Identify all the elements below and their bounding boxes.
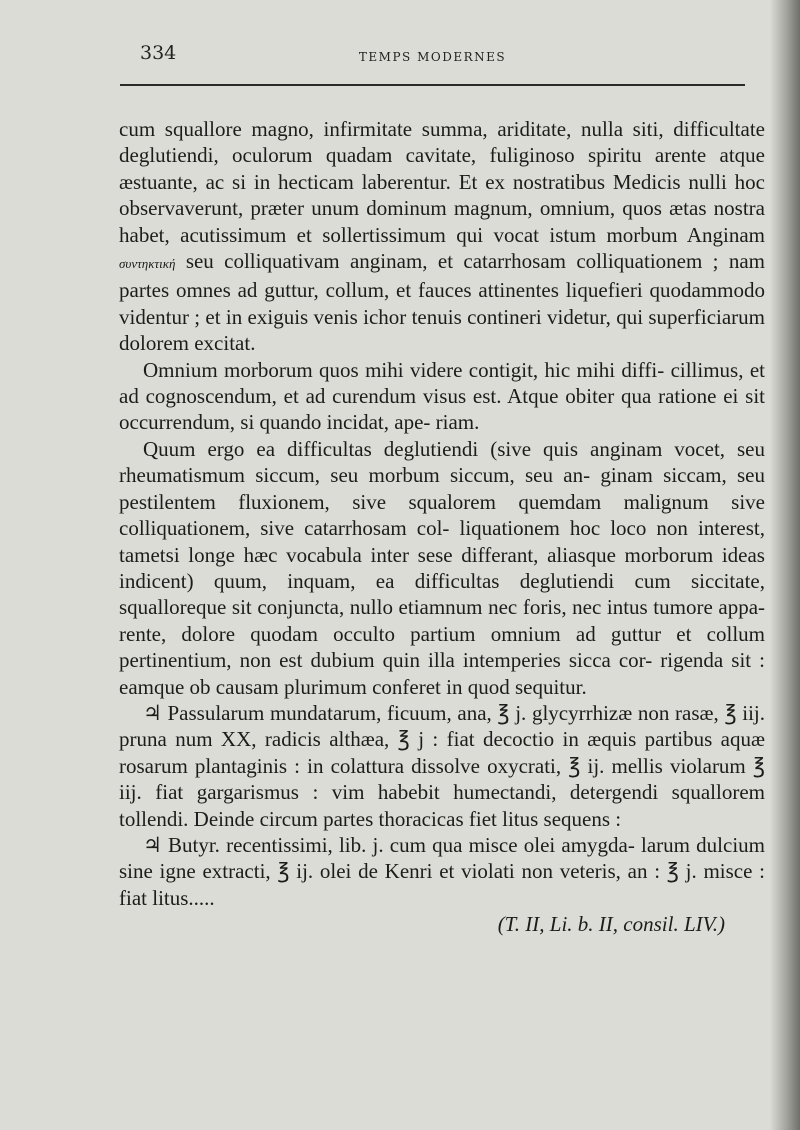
text-line: larum dulcium sine igne extracti, ℥ ij. olei de Kenri et violati xyxy=(119,832,765,884)
paragraph-1 xyxy=(119,116,765,357)
text-line: pertinentium, non est dubium quin illa intemperies sicca cor- xyxy=(119,648,661,673)
body-text xyxy=(119,116,765,938)
text-line: Omnium morborum quos mihi videre contigit, hic mihi diffi- xyxy=(143,357,671,382)
text-line: ♃ Passularum mundatarum, ficuum, ana, ℥ j. glycyrrhizæ xyxy=(143,700,638,725)
text-line: quemdam malignum sive colliquationem, sive catarrhosam col- xyxy=(119,489,765,541)
paragraph-4-recipe xyxy=(119,700,765,832)
text-line: inquam, ea difficultas deglutiendi cum siccitate, squalloreque xyxy=(119,568,765,620)
text-line: riam. xyxy=(435,410,480,435)
text-line: dominum magnum, omnium, quos ætas nostra habet, acutissimum xyxy=(119,196,765,247)
text-line: dissolve oxycrati, ℥ ij. mellis violarum ℥ iij. fiat gargarismus : xyxy=(119,753,766,805)
running-title: TEMPS MODERNES xyxy=(358,50,507,64)
text-line: cum squallore magno, infirmitate summa, ariditate, nulla siti, xyxy=(119,117,674,141)
text-line: seu colliquativam anginam, et catarrhosam colliquationem ; nam xyxy=(185,249,766,274)
text-line: obiter qua ratione ei sit occurrendum, si quando incidat, ape- xyxy=(119,384,765,435)
text-line: rente, dolore quodam occulto partium omnium ad guttur et collum xyxy=(119,621,765,646)
text-line: non rasæ, ℥ iij. pruna num XX, radicis althæa, ℥ j : fiat decoctio xyxy=(119,700,765,752)
text-line: quodammodo videntur ; et in exiguis venis ichor tenuis contineri xyxy=(119,278,765,329)
text-line: sequitur. xyxy=(514,674,587,699)
citation: (T. II, Li. b. II, consil. LIV.) xyxy=(497,912,725,937)
text-line: circum partes thoracicas fiet litus sequens : xyxy=(259,806,622,831)
text-line: rigenda sit : eamque ob causam plurimum conferet in quod xyxy=(119,648,765,699)
text-line: vocet, seu rheumatismum siccum, seu morbum siccum, seu an- xyxy=(119,436,765,488)
page-number: 334 xyxy=(140,42,177,64)
text-line: spiritu arente atque æstuante, ac si in hecticam laberentur. Et xyxy=(119,143,765,194)
page-header xyxy=(120,40,745,86)
text-line: ♃ Butyr. recentissimi, lib. j. cum qua misce olei amygda- xyxy=(143,832,642,857)
text-line: sit conjuncta, nullo etiamnum nec foris, nec intus tumore appa- xyxy=(231,595,766,620)
greek-word: συντηκτική xyxy=(119,256,176,272)
text-line: inter sese differant, aliasque morborum ideas indicent) quum, xyxy=(119,542,765,593)
text-line: et sollertissimum qui vocat istum morbum Anginam xyxy=(296,222,765,247)
text-line: ginam siccam, seu pestilentem fluxionem, sive squalorem xyxy=(119,463,765,514)
text-line: videtur, qui superficiarum dolorem excitat. xyxy=(119,304,765,356)
text-line: Quum ergo ea difficultas deglutiendi (sive quis anginam xyxy=(143,436,675,461)
paragraph-2 xyxy=(119,357,765,436)
text-line: in æquis partibus aquæ rosarum plantaginis : in colattura xyxy=(119,727,765,778)
paragraph-5-recipe xyxy=(119,832,765,911)
text-line: difficultate deglutiendi, oculorum quadam cavitate, fuliginoso xyxy=(119,117,765,168)
text-line: partes omnes ad guttur, collum, et fauces attinentes liquefieri xyxy=(119,278,650,303)
text-line: liquationem hoc loco non interest, tametsi longe hæc vocabula xyxy=(119,516,765,567)
text-line: ex nostratibus Medicis nulli hoc observaverunt, præter unum xyxy=(119,169,765,221)
text-line: vim habebit humectandi, detergendi squallorem tollendi. Deinde xyxy=(119,780,765,831)
page-edge-shadow xyxy=(770,0,800,1130)
text-line: non veteris, an : ℥ j. misce : fiat litus..... xyxy=(119,859,765,910)
text-line: cillimus, et ad cognoscendum, et ad curendum visus est. Atque xyxy=(119,357,765,409)
paragraph-3 xyxy=(119,436,765,700)
